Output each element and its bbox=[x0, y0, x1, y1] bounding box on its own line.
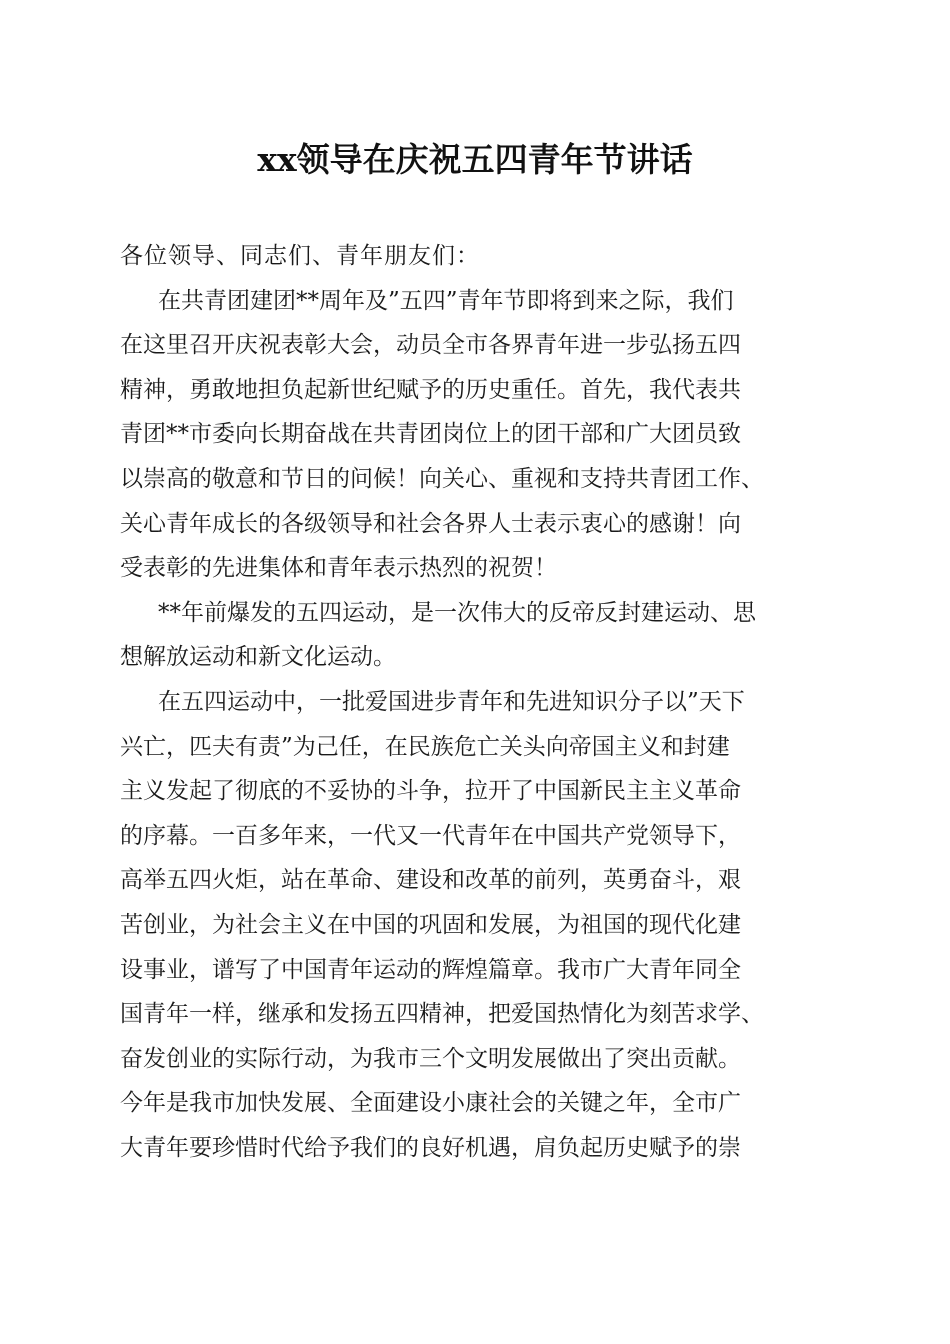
paragraph-1-line: 在共青团建团**周年及”五四”青年节即将到来之际，我们 bbox=[158, 287, 734, 314]
paragraph-3-line: 主义发起了彻底的不妥协的斗争，拉开了中国新民主主义革命 bbox=[120, 778, 741, 805]
paragraph-1-line: 以崇高的敬意和节日的问候！向关心、重视和支持共青团工作、 bbox=[120, 465, 764, 492]
paragraph-3-line: 高举五四火炬，站在革命、建设和改革的前列，英勇奋斗，艰 bbox=[120, 867, 741, 894]
paragraph-1-line: 精神，勇敢地担负起新世纪赋予的历史重任。首先，我代表共 bbox=[120, 376, 741, 403]
document-body bbox=[120, 234, 832, 1170]
paragraph-3-line: 在五四运动中，一批爱国进步青年和先进知识分子以”天下 bbox=[158, 688, 745, 715]
paragraph-3-line: 国青年一样，继承和发扬五四精神，把爱国热情化为刻苦求学、 bbox=[120, 1001, 764, 1028]
paragraph-3-line: 兴亡，匹夫有责”为己任，在民族危亡关头向帝国主义和封建 bbox=[120, 733, 730, 760]
paragraph-3-line: 苦创业，为社会主义在中国的巩固和发展，为祖国的现代化建 bbox=[120, 911, 741, 938]
paragraph-3-line: 的序幕。一百多年来，一代又一代青年在中国共产党领导下， bbox=[120, 822, 741, 849]
paragraph-3-line: 奋发创业的实际行动，为我市三个文明发展做出了突出贡献。 bbox=[120, 1045, 741, 1072]
paragraph-2-line: **年前爆发的五四运动，是一次伟大的反帝反封建运动、思 bbox=[158, 599, 756, 626]
paragraph-1-line: 青团**市委向长期奋战在共青团岗位上的团干部和广大团员致 bbox=[120, 421, 741, 448]
paragraph-1-line: 关心青年成长的各级领导和社会各界人士表示衷心的感谢！向 bbox=[120, 510, 741, 537]
paragraph-3-line: 设事业，谱写了中国青年运动的辉煌篇章。我市广大青年同全 bbox=[120, 956, 741, 983]
paragraph-2-line: 想解放运动和新文化运动。 bbox=[120, 644, 396, 671]
paragraph-3-line: 大青年要珍惜时代给予我们的良好机遇，肩负起历史赋予的崇 bbox=[120, 1134, 741, 1161]
document-title: xx领导在庆祝五四青年节讲话 bbox=[257, 140, 693, 179]
paragraph-1-line: 受表彰的先进集体和青年表示热烈的祝贺！ bbox=[120, 555, 557, 582]
paragraph-1-line: 在这里召开庆祝表彰大会，动员全市各界青年进一步弘扬五四 bbox=[120, 332, 741, 359]
salutation-line: 各位领导、同志们、青年朋友们： bbox=[120, 243, 480, 269]
paragraph-3-line: 今年是我市加快发展、全面建设小康社会的关键之年，全市广 bbox=[120, 1090, 741, 1117]
